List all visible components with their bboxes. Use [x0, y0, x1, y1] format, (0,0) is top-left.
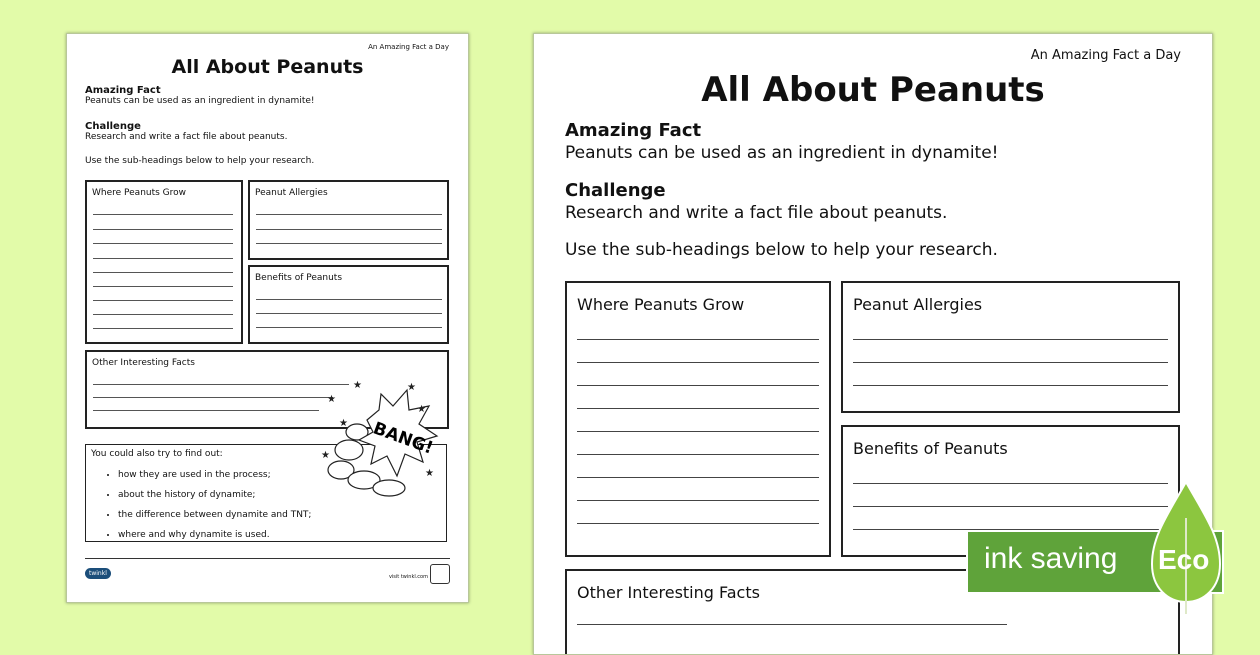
peanut-shape [373, 480, 405, 496]
writing-line [577, 454, 819, 455]
writing-line [577, 408, 819, 409]
amazing-fact-text: Peanuts can be used as an ingredient in dynamite! [85, 96, 315, 106]
corner-tag: An Amazing Fact a Day [1030, 48, 1181, 63]
writing-line [853, 339, 1168, 340]
writing-line [93, 384, 349, 385]
amazing-fact-heading: Amazing Fact [85, 85, 161, 96]
writing-line [577, 362, 819, 363]
amazing-fact-heading: Amazing Fact [565, 120, 702, 141]
writing-line [853, 385, 1168, 386]
star-icon: ★ [417, 404, 426, 415]
star-icon: ★ [327, 394, 336, 405]
box-label: Where Peanuts Grow [577, 295, 745, 314]
star-icon: ★ [321, 450, 330, 461]
challenge-heading: Challenge [565, 180, 666, 201]
writing-line [577, 431, 819, 432]
writing-line [93, 229, 233, 230]
ink-saving-label: ink saving [984, 542, 1118, 575]
find-out-list [106, 467, 311, 547]
writing-line [577, 385, 819, 386]
box-label: Benefits of Peanuts [255, 273, 343, 283]
writing-line [93, 214, 233, 215]
star-icon: ★ [353, 380, 362, 391]
writing-line [577, 477, 819, 478]
writing-line [93, 397, 333, 398]
writing-line [256, 243, 442, 244]
writing-line [853, 506, 1168, 507]
bang-text: BANG! [370, 418, 436, 459]
footer-rule [85, 558, 450, 559]
challenge-section [85, 121, 287, 142]
box-label: Peanut Allergies [255, 188, 328, 198]
writing-line [577, 500, 819, 501]
writing-line [93, 272, 233, 273]
subheading-hint: Use the sub-headings below to help your research. [565, 240, 998, 260]
eco-badge: Eco [1158, 544, 1210, 575]
challenge-heading: Challenge [85, 121, 141, 132]
writing-line [577, 339, 819, 340]
writing-line [853, 483, 1168, 484]
writing-line [256, 327, 442, 328]
writing-line [256, 299, 442, 300]
twinkl-logo: twinkl [85, 568, 111, 579]
box-label: Where Peanuts Grow [92, 188, 187, 198]
writing-line [93, 410, 319, 411]
amazing-fact-section [565, 120, 999, 163]
writing-line [853, 362, 1168, 363]
box-peanut-allergies [841, 281, 1180, 413]
amazing-fact-text: Peanuts can be used as an ingredient in dynamite! [565, 143, 999, 163]
challenge-text: Research and write a fact file about peanuts. [565, 203, 948, 223]
box-label: Peanut Allergies [853, 295, 983, 314]
box-peanut-allergies [248, 180, 449, 260]
writing-line [93, 314, 233, 315]
worksheet-preview-small[interactable] [66, 33, 469, 603]
challenge-text: Research and write a fact file about peanuts. [85, 132, 288, 142]
page-title: All About Peanuts [171, 56, 364, 78]
box-where-peanuts-grow [85, 180, 243, 344]
box-where-peanuts-grow [565, 281, 831, 557]
star-icon: ★ [407, 382, 416, 393]
writing-line [577, 523, 819, 524]
box-label: Other Interesting Facts [92, 358, 195, 368]
writing-line [256, 214, 442, 215]
subheading-hint: Use the sub-headings below to help your research. [85, 156, 315, 166]
box-label: Other Interesting Facts [577, 583, 760, 602]
list-item: • the difference between dynamite and TNT; [118, 507, 311, 527]
writing-line [93, 258, 233, 259]
list-item: • about the history of dynamite; [118, 487, 311, 507]
box-benefits-of-peanuts [248, 265, 449, 344]
list-item: • how they are used in the process; [118, 467, 311, 487]
star-icon: ★ [339, 418, 348, 429]
writing-line [577, 624, 1007, 625]
challenge-section [565, 180, 947, 223]
writing-line [256, 313, 442, 314]
writing-line [256, 229, 442, 230]
page-title: All About Peanuts [701, 70, 1045, 110]
list-item: • where and why dynamite is used. [118, 527, 311, 547]
writing-line [93, 300, 233, 301]
find-out-intro: You could also try to find out: [91, 449, 223, 459]
amazing-fact-section [85, 85, 315, 106]
writing-line [93, 243, 233, 244]
bang-illustration [319, 380, 459, 500]
footer-visit: visit twinkl.com [388, 574, 428, 580]
writing-line [93, 328, 233, 329]
peanut-shape [335, 440, 363, 460]
star-icon: ★ [425, 468, 434, 479]
writing-line [93, 286, 233, 287]
box-label: Benefits of Peanuts [853, 439, 1008, 458]
corner-tag: An Amazing Fact a Day [368, 43, 449, 51]
footer-badge-icon [430, 564, 450, 584]
